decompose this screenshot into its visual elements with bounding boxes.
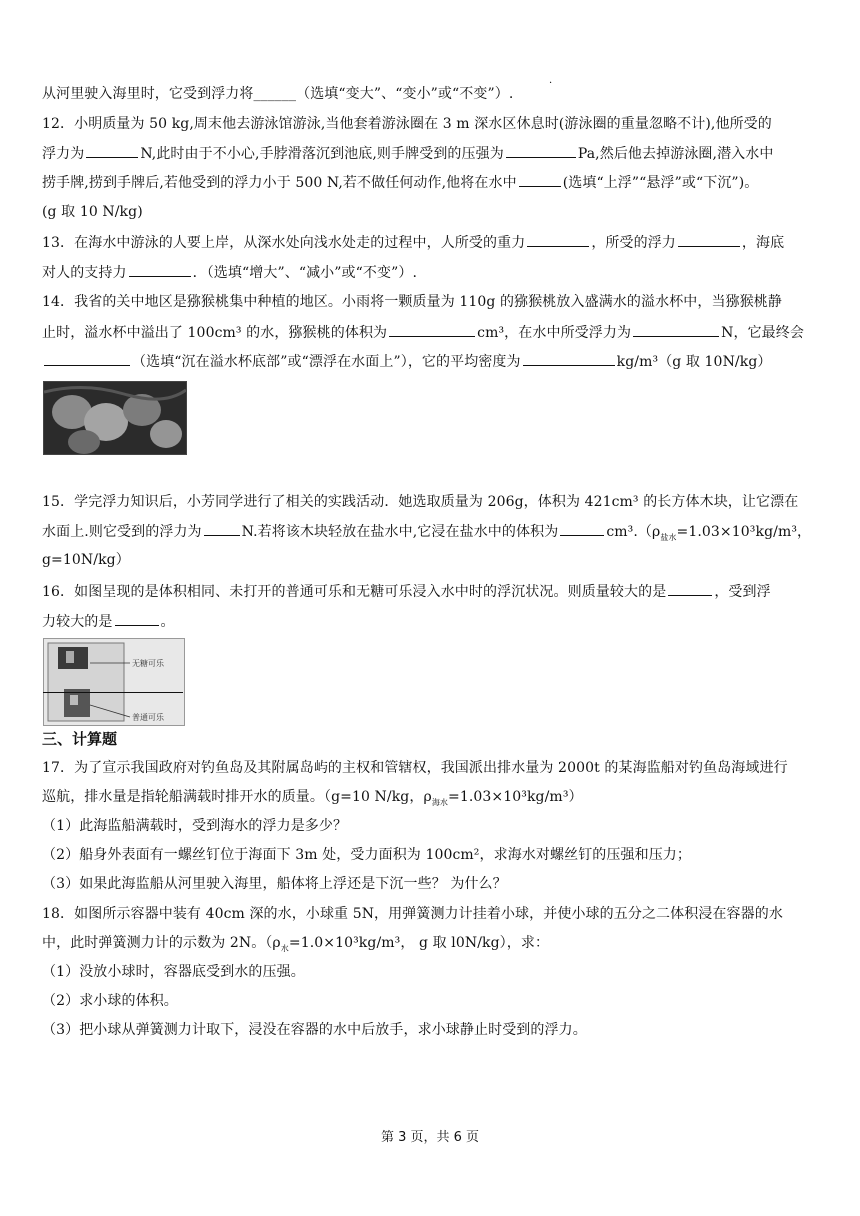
page-mark: · [549, 78, 553, 89]
q13-blank-gravity[interactable] [527, 232, 589, 247]
q15-line2: 水面上.则它受到的浮力为 N.若将该木块轻放在盐水中,它浸在盐水中的体积为 $cm^3.(\rho_{盐水}=1.03\times 10^3kg/m^3$， [42, 521, 822, 548]
q14-line3: （选填“沉在溢水杯底部”或“漂浮在水面上”），它的平均密度为 kg/m³（g 取 10N/kg） [42, 351, 822, 372]
q15-line3: g=10N/kg） [42, 552, 130, 568]
cola-water-line [43, 692, 183, 693]
q14-blank-density[interactable] [523, 351, 615, 366]
q12-blank-pressure[interactable] [506, 143, 576, 158]
q13-blank-buoyancy[interactable] [678, 232, 740, 247]
q18-sub3: （3）把小球从弹簧测力计取下，浸没在容器的水中后放手，求小球静止时受到的浮力。 [42, 1022, 587, 1038]
q18-line2: 中，此时弹簧测力计的示数为 2N。（$\rho_水=1.0\times 10^3kg/m^3$， g 取 l0N/kg），求： [42, 935, 550, 953]
q14-blank-buoyancy[interactable] [633, 322, 719, 337]
q16-line1: 16．如图呈现的是体积相同、未打开的普通可乐和无糖可乐浸入水中时的浮沉状况。则质量较大的是 ，受到浮 [42, 581, 822, 602]
section-calc-title: 三、计算题 [42, 730, 118, 748]
q15-blank-buoyancy[interactable] [204, 521, 240, 536]
q16-blank-mass[interactable] [668, 581, 712, 596]
q14-blank-volume[interactable] [389, 322, 475, 337]
q15-blank-volume[interactable] [560, 521, 604, 536]
kiwi-photo [43, 381, 187, 455]
q12-blank-buoyancy[interactable] [86, 143, 138, 158]
q13-blank-support[interactable] [129, 262, 191, 277]
q18-sub1: （1）没放小球时，容器底受到水的压强。 [42, 964, 305, 980]
q18-sub2: （2）求小球的体积。 [42, 993, 178, 1009]
q12-line2: 浮力为 N,此时由于不小心,手脖滑落沉到池底,则手牌受到的压强为 Pa,然后他去掉游泳圈,潜入水中 [42, 143, 822, 164]
q14-line2: 止时，溢水杯中溢出了 100cm³ 的水，猕猴桃的体积为 cm³，在水中所受浮力为 N，它最终会 [42, 322, 822, 343]
cola-photo [43, 638, 185, 726]
q12-blank-motion[interactable] [519, 172, 561, 187]
q12-line3: 捞手牌,捞到手牌后,若他受到的浮力小于 500 N,若不做任何动作,他将在水中 (选填“上浮”“悬浮”或“下沉”)。 [42, 172, 822, 193]
q17-sub1: （1）此海监船满载时，受到海水的浮力是多少？ [42, 818, 348, 834]
q17-sub3: （3）如果此海监船从河里驶入海里，船体将上浮还是下沉一些？ 为什么？ [42, 876, 507, 892]
q13-line2: 对人的支持力 ．（选填“增大”、“减小”或“不变”）. [42, 262, 822, 283]
cola-illustration [44, 639, 184, 725]
q16-line2: 力较大的是 。 [42, 611, 822, 632]
q18-line1: 18．如图所示容器中装有 40cm 深的水，小球重 5N，用弹簧测力计挂着小球，并使小球的五分之二体积浸在容器的水 [42, 906, 783, 922]
q12-line4: (g 取 10 N/kg) [42, 204, 143, 220]
q17-line1: 17．为了宣示我国政府对钓鱼岛及其附属岛屿的主权和管辖权，我国派出排水量为 2000t 的某海监船对钓鱼岛海域进行 [42, 760, 788, 776]
q15-line1: 15．学完浮力知识后，小芳同学进行了相关的实践活动．她选取质量为 206g，体积为 421cm³ 的长方体木块，让它漂在 [42, 494, 799, 510]
label-regular: 普通可乐 [132, 713, 164, 722]
q14-blank-state[interactable] [44, 351, 130, 366]
q17-line2: 巡航，排水量是指轮船满载时排开水的质量。（g=10 N/kg，$\rho_{海水}=1.03\times 10^3kg/m^3$） [42, 789, 583, 807]
q14-line1: 14．我省的关中地区是猕猴桃集中种植的地区。小雨将一颗质量为 110g 的猕猴桃放入盛满水的溢水杯中，当猕猴桃静 [42, 294, 782, 310]
page-number: 第 3 页，共 6 页 [380, 1130, 480, 1145]
q13-line1: 13．在海水中游泳的人要上岸，从深水处向浅水处走的过程中，人所受的重力 ，所受的浮力 ，海底 [42, 232, 822, 253]
q11-tail: 从河里驶入海里时，它受到浮力将______（选填“变大”、“变小”或“不变”）. [42, 86, 514, 102]
q17-sub2: （2）船身外表面有一螺丝钉位于海面下 3m 处，受力面积为 100cm²，求海水对螺丝钉的压强和压力； [42, 847, 691, 863]
kiwi-illustration [44, 382, 186, 454]
label-sugar-free: 无糖可乐 [132, 659, 164, 668]
q16-blank-buoyancy[interactable] [115, 611, 159, 626]
q12-line1: 12．小明质量为 50 kg,周末他去游泳馆游泳,当他套着游泳圈在 3 m 深水区休息时(游泳圈的重量忽略不计),他所受的 [42, 116, 772, 132]
